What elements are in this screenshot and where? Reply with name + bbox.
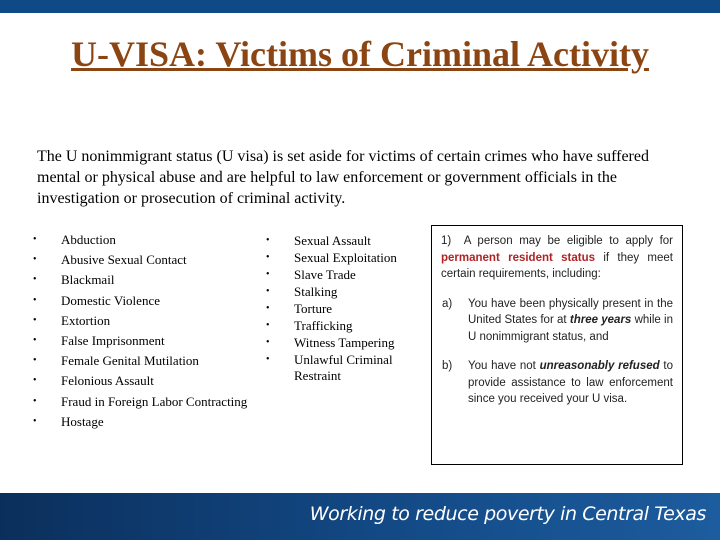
intro-paragraph: The U nonimmigrant status (U visa) is set aside for victims of certain crimes who have suffered mental or physical abuse and are helpful to law enforcement or government officials in the investigation or prosecution of criminal activity. <box>37 148 649 207</box>
eligibility-intro: 1) A person may be eligible to apply for permanent resident status if they meet certain requirements, including: <box>441 235 673 280</box>
list-item: • Domestic Violence <box>33 292 160 308</box>
list-item: • Sexual Exploitation <box>266 250 397 265</box>
eligibility-item-a: a) You have been physically present in the United States for at three years while in U nonimmigrant status, and <box>442 297 674 343</box>
bullet-icon: • <box>33 234 37 245</box>
list-item: • Trafficking <box>266 318 353 333</box>
list-item: • Blackmail <box>33 272 115 288</box>
bullet-icon: • <box>33 314 37 326</box>
list-item: • Abusive Sexual Contact <box>33 252 187 268</box>
bullet-icon: • <box>33 395 37 407</box>
bullet-icon: • <box>266 286 270 297</box>
list-item: • Fraud in Foreign Labor Contracting <box>33 393 248 409</box>
slide-title: U-VISA: Victims of Criminal Activity <box>71 34 649 74</box>
bullet-icon: • <box>266 235 270 246</box>
crime-list-left <box>33 231 247 433</box>
bullet-icon: • <box>33 294 37 306</box>
list-item: • Abduction <box>33 232 116 247</box>
bullet-icon: • <box>33 415 37 427</box>
list-item: • Slave Trade <box>266 267 356 282</box>
eligibility-item-b: b) You have not unreasonably refused to provide assistance to law enforcement since you received your U visa. <box>442 360 673 405</box>
bullet-icon: • <box>33 254 37 266</box>
bullet-icon: • <box>33 274 37 286</box>
top-banner <box>0 0 720 13</box>
bullet-icon: • <box>33 375 37 387</box>
list-item: • Extortion <box>33 312 111 328</box>
list-item: • Stalking <box>266 284 338 299</box>
list-item: • Hostage <box>33 413 104 429</box>
footer-tagline: Working to reduce poverty in Central Texas <box>309 503 706 525</box>
bullet-icon: • <box>266 320 270 331</box>
list-item: • Female Genital Mutilation <box>33 353 199 369</box>
list-item: • Witness Tampering <box>266 335 395 350</box>
list-item: • False Imprisonment <box>33 332 165 348</box>
bullet-icon: • <box>33 334 37 346</box>
list-item: • Torture <box>266 301 333 316</box>
list-item: • Sexual Assault <box>266 233 371 248</box>
bullet-icon: • <box>266 337 270 348</box>
bullet-icon: • <box>266 252 270 263</box>
eligibility-box <box>431 225 683 465</box>
bullet-icon: • <box>266 354 270 365</box>
footer-banner <box>0 493 720 540</box>
bullet-icon: • <box>33 355 37 367</box>
bullet-icon: • <box>266 303 270 314</box>
crime-list-right <box>266 233 414 386</box>
list-item: • Unlawful Criminal Restraint <box>266 352 393 383</box>
bullet-icon: • <box>266 269 270 280</box>
list-item: • Felonious Assault <box>33 373 154 389</box>
